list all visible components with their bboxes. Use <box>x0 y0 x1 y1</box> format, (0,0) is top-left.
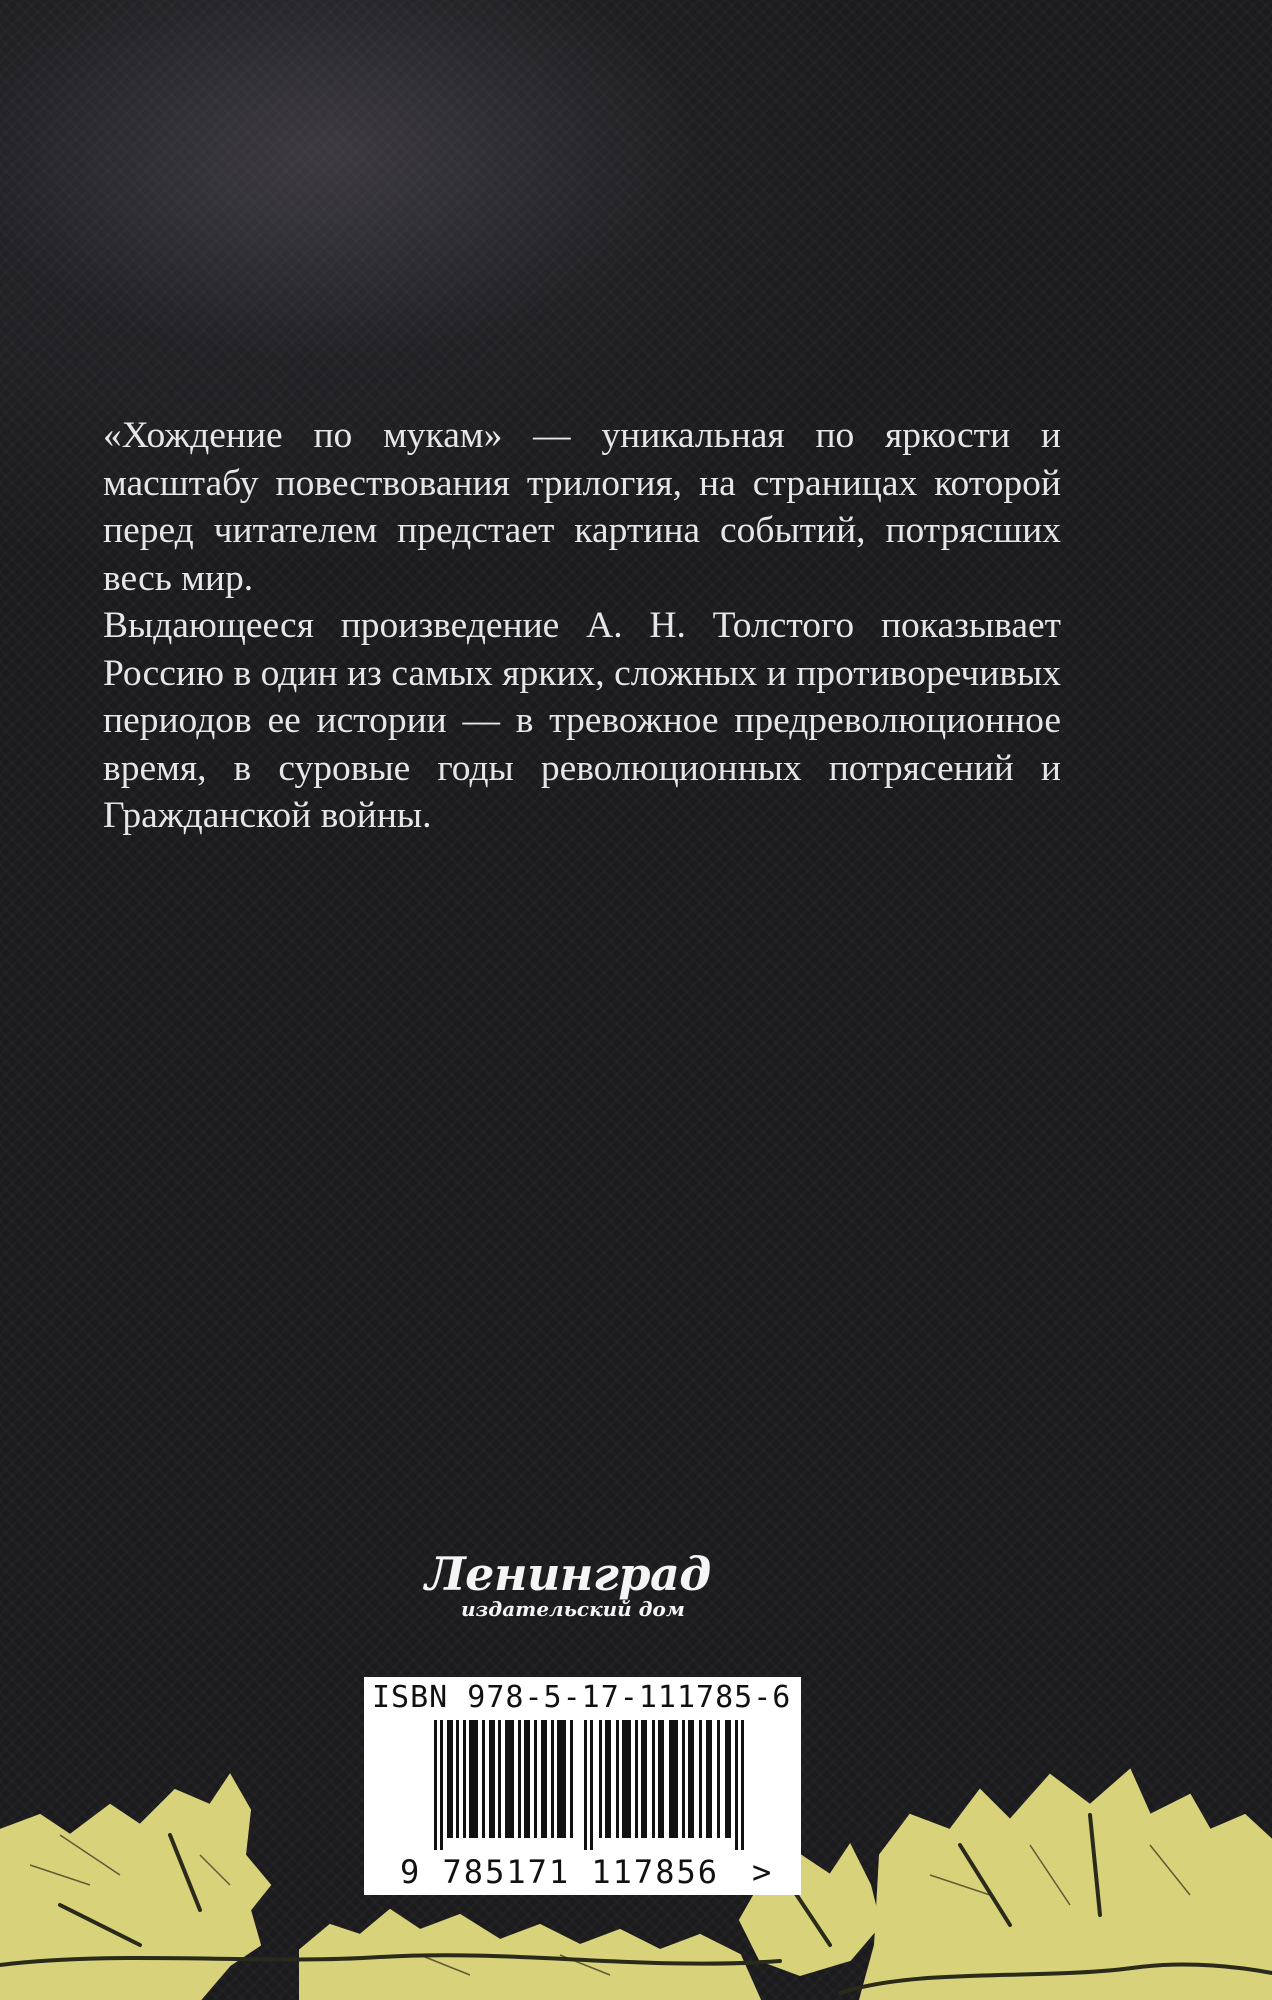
publisher-tagline: издательский дом <box>461 1597 685 1621</box>
barcode-bars <box>434 1720 744 1850</box>
ean-digits: 9 785171 117856 <box>400 1853 719 1891</box>
isbn-barcode <box>364 1677 801 1895</box>
annotation-paragraph-1: «Хождение по мукам» — уникальная по яркости и масштабу повествования трилогия, на страницах которой перед читателем предстает картина событий, потрясших весь мир. <box>103 415 1061 599</box>
publisher-name: Ленинград <box>425 1547 711 1601</box>
publisher-logo <box>425 1548 745 1628</box>
ean-arrow: > <box>752 1853 772 1891</box>
annotation-text <box>103 412 1061 840</box>
isbn-label: ISBN 978-5-17-111785-6 <box>372 1680 792 1715</box>
annotation-paragraph-2: Выдающееся произведение А. Н. Толстого показывает Россию в один из самых ярких, сложных и противоречивых периодов ее истории — в тревожное предреволюционное время, в суровые годы революционных потрясений и Гражданской войны. <box>103 605 1061 836</box>
